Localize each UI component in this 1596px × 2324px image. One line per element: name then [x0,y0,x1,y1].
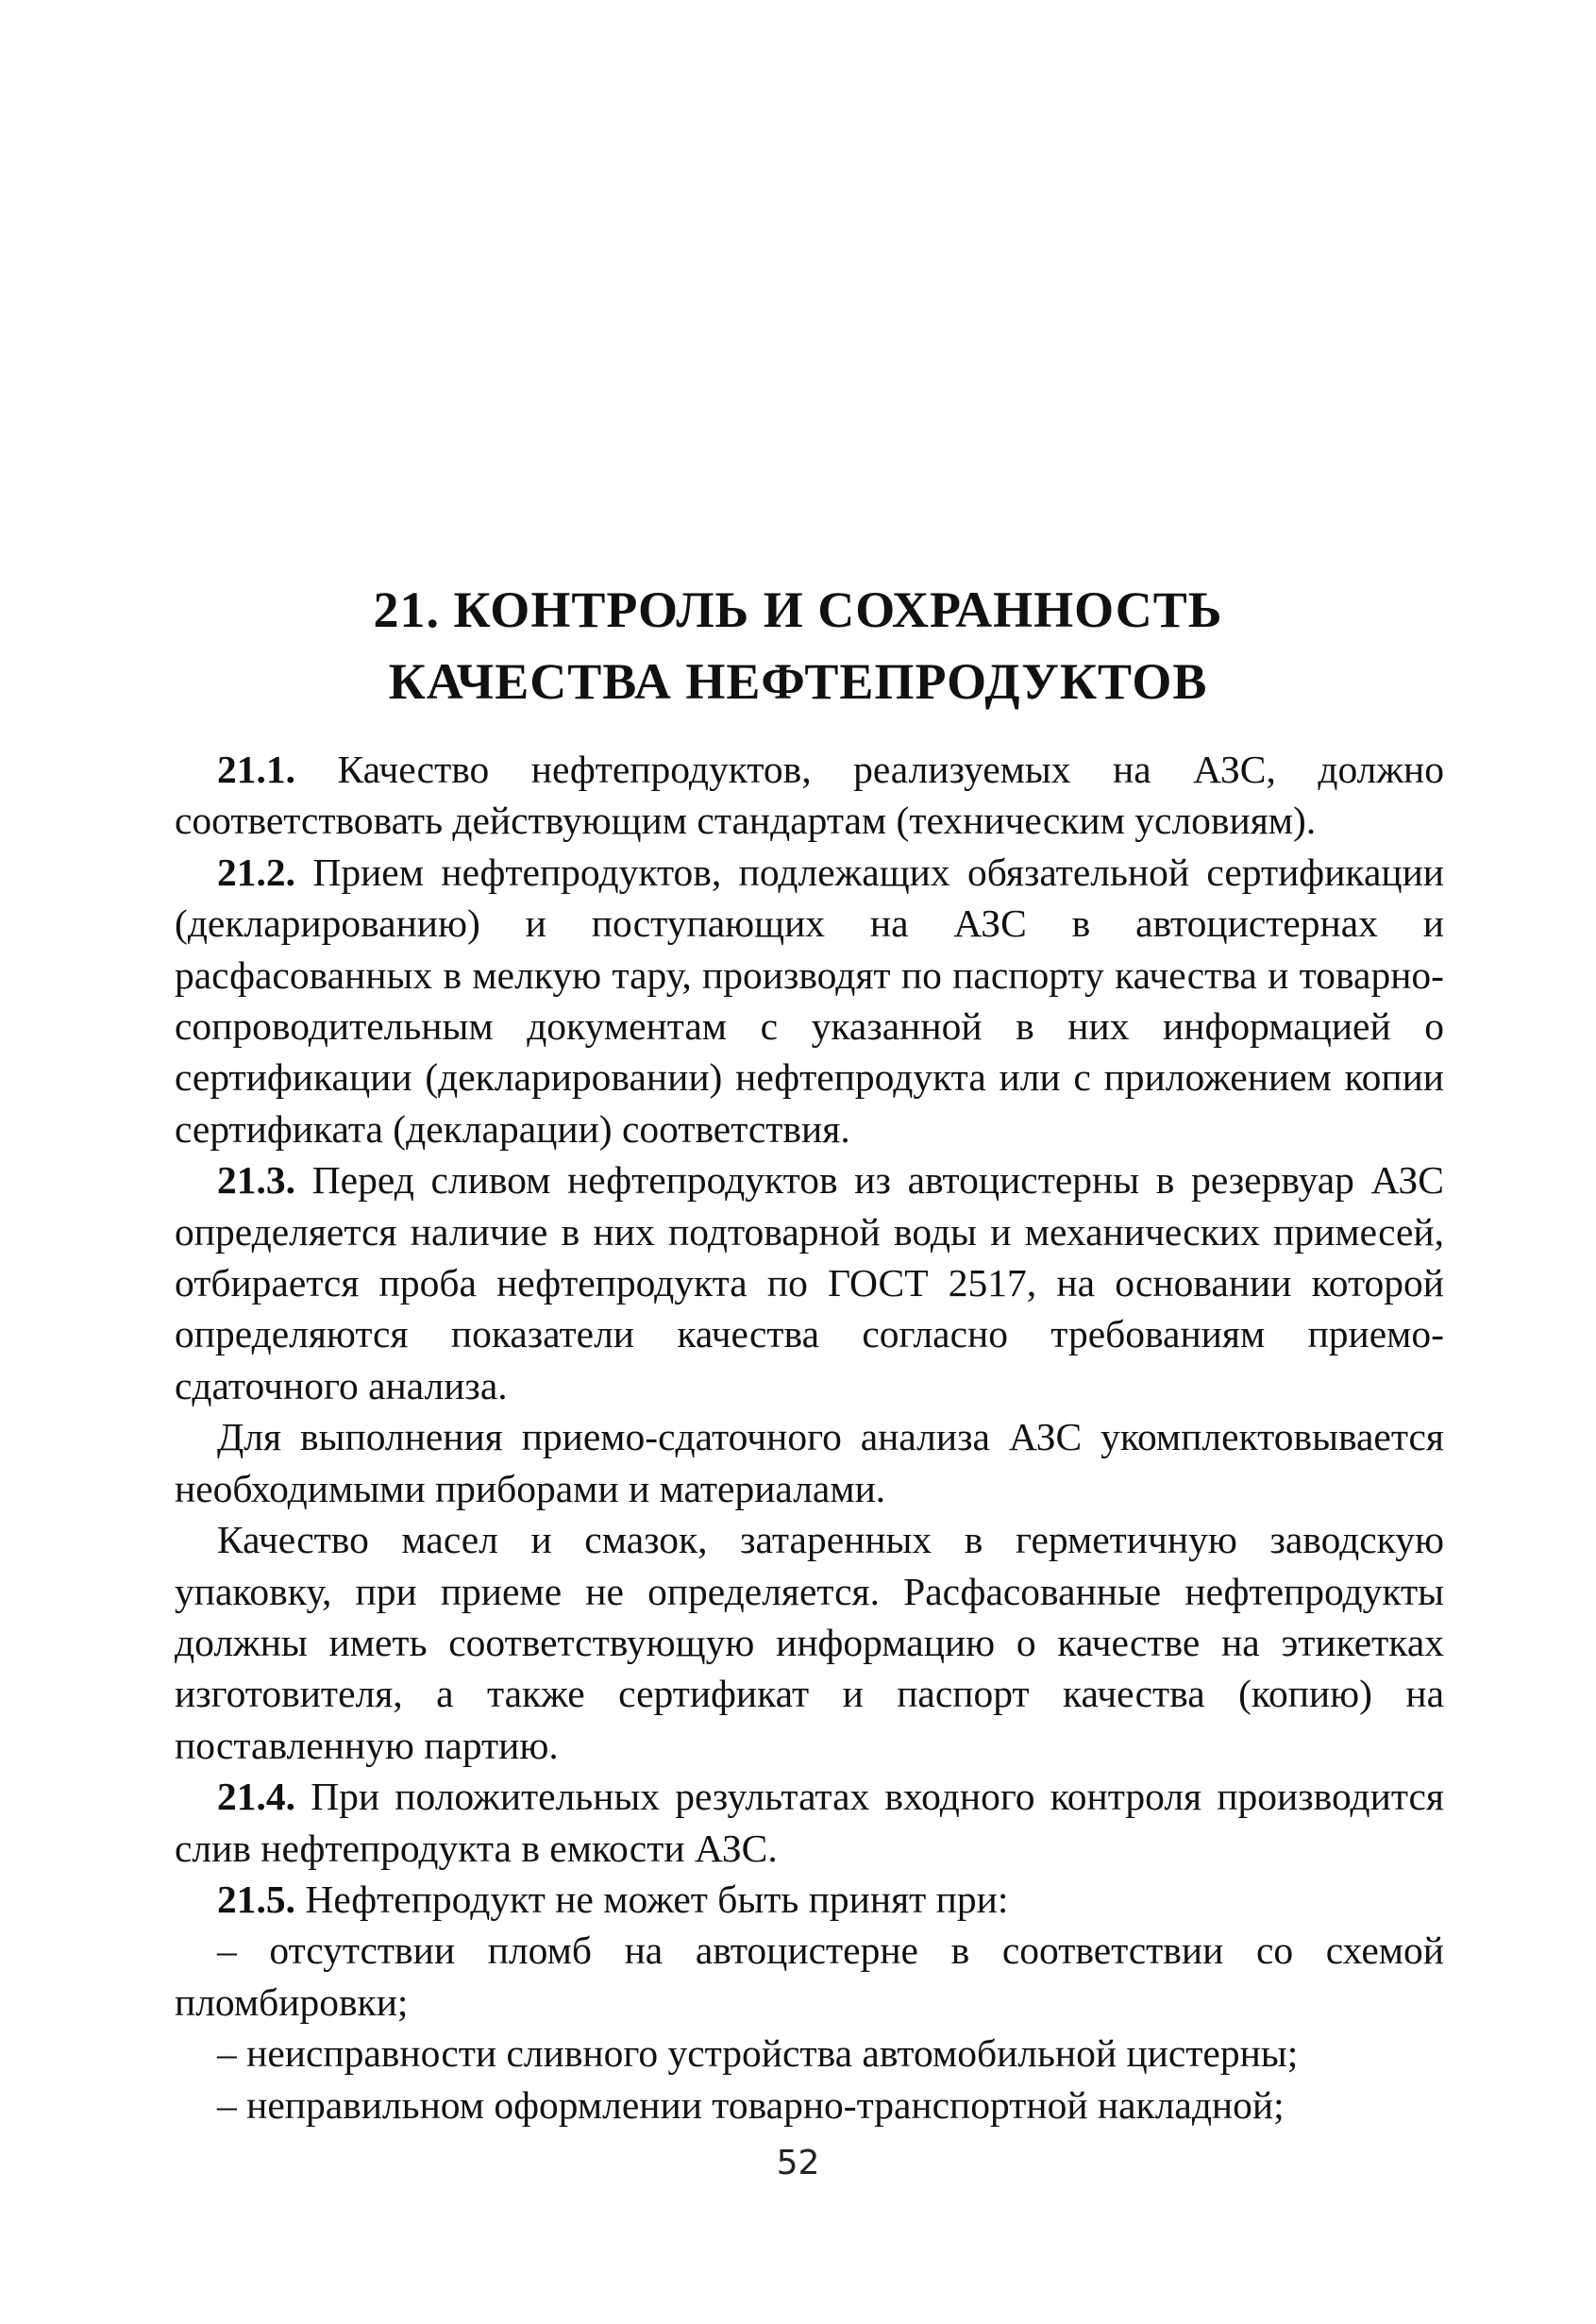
chapter-title [170,574,1426,717]
paragraph-analysis-equipment [175,1411,1444,1514]
paragraph-oil-quality [175,1514,1444,1771]
chapter-title-line-2: КАЧЕСТВА НЕФТЕПРОДУКТОВ [388,653,1208,710]
paragraph-21-5 [175,1874,1444,1925]
body-text [175,744,1444,2130]
chapter-title-line-1: 21. КОНТРОЛЬ И СОХРАННОСТЬ [373,581,1223,638]
paragraph-21-2 [175,847,1444,1154]
paragraph-text: Качество нефтепродуктов, реализуемых на АЗС, должно соответствовать действующим стандартам (техническим условиям). [175,748,1444,843]
list-item [175,2028,1444,2079]
paragraph-21-1 [175,744,1444,847]
paragraph-number: 21.1. [217,748,295,791]
list-item-text: – неправильном оформлении товарно-транспортной накладной; [217,2082,1285,2127]
paragraph-21-4 [175,1771,1444,1874]
paragraph-text: Качество масел и смазок, затаренных в герметичную заводскую упаковку, при приеме не определяется. Расфасованные нефтепродукты должны иметь соответствующую информацию о качестве на этикетках изготовителя, а также сертификат и паспорт качества (копию) на поставленную партию. [175,1518,1444,1767]
paragraph-text: Для выполнения приемо-сдаточного анализа АЗС укомплектовывается необходимыми приборами и материалами. [175,1415,1444,1510]
paragraph-text: При положительных результатах входного контроля производится слив нефтепродукта в емкости АЗС. [175,1775,1444,1870]
page-number: 52 [776,2144,820,2182]
list-item-text: – отсутствии пломб на автоцистерне в соответствии со схемой пломбировки; [175,1928,1444,2024]
paragraph-text: Нефтепродукт не может быть принят при: [295,1877,1009,1921]
paragraph-text: Прием нефтепродуктов, подлежащих обязательной сертификации (декларированию) и поступающих на АЗС в автоцистернах и расфасованных в мелкую тару, производят по паспорту качества и товарно-сопроводительным документам с указанной в них информацией о сертификации (декларировании) нефтепродукта или с приложением копии сертификата (декларации) соответствия. [175,850,1444,1151]
paragraph-number: 21.4. [217,1775,295,1819]
paragraph-21-3 [175,1154,1444,1411]
paragraph-text: Перед сливом нефтепродуктов из автоцистерны в резервуар АЗС определяется наличие в них подтоварной воды и механических примесей, отбирается проба нефтепродукта по ГОСТ 2517, на основании которой определяются показатели качества согласно требованиям приемо-сдаточного анализа. [175,1158,1444,1407]
list-item [175,2080,1444,2130]
paragraph-number: 21.2. [217,850,295,894]
list-item-text: – неисправности сливного устройства автомобильной цистерны; [217,2031,1299,2076]
paragraph-number: 21.3. [217,1158,295,1203]
paragraph-number: 21.5. [217,1877,295,1921]
list-item [175,1925,1444,2028]
